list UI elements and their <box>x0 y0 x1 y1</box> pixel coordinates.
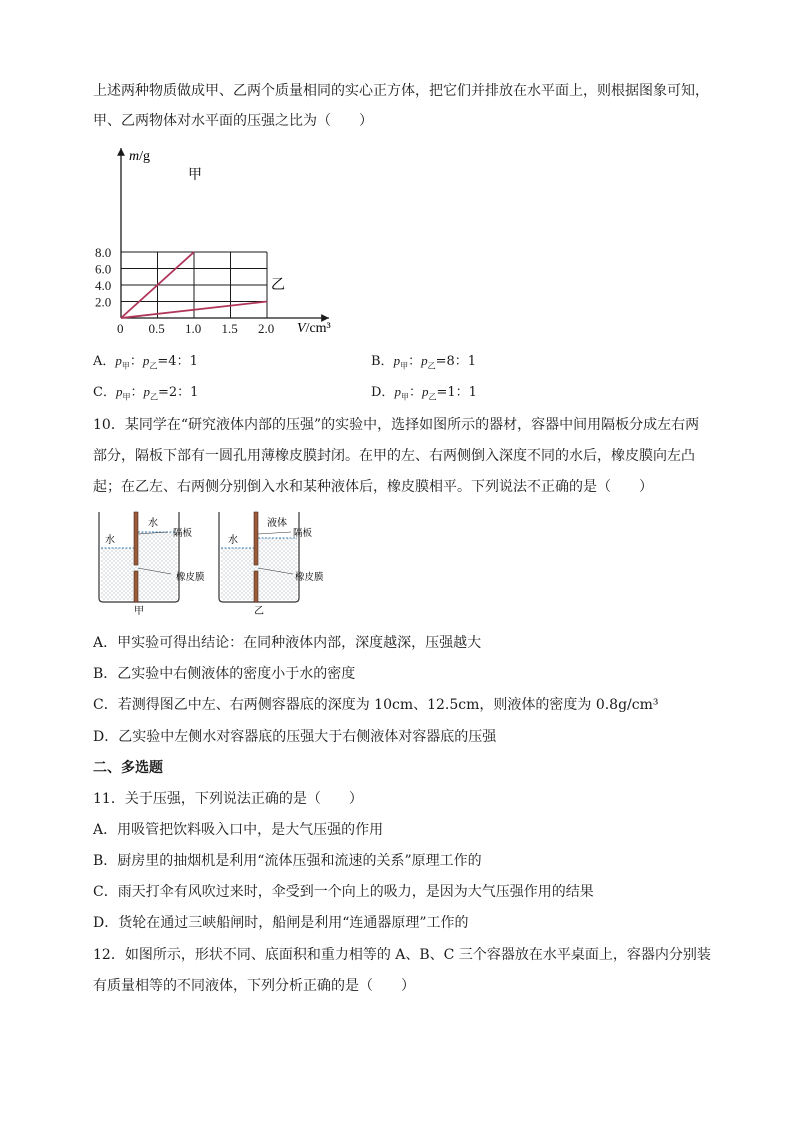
q12-stem-line-1: 12．如图所示，形状不同、底面积和重力相等的 A、B、C 三个容器放在水平桌面上，容器内分别装 <box>93 947 711 963</box>
x-tick-label: 2.0 <box>258 321 275 336</box>
y-axis-label: m/g <box>129 149 151 164</box>
q10-option-d[interactable]: D．乙实验中左侧水对容器底的压强大于右侧液体对容器底的压强 <box>93 729 497 745</box>
y-tick-label: 8.0 <box>95 245 112 260</box>
q10-option-c[interactable]: C．若测得图乙中左、右两侧容器底的深度为 10cm、12.5cm，则液体的密度为 0.8g/cm³ <box>93 697 659 713</box>
q10-option-b[interactable]: B．乙实验中右侧液体的密度小于水的密度 <box>93 666 356 682</box>
yi-caption: 乙 <box>254 606 264 616</box>
q11-option-d[interactable]: D．货轮在通过三峡船闸时，船闸是利用“连通器原理”工作的 <box>93 915 469 931</box>
x-tick-label: 1.5 <box>221 321 238 336</box>
jia-membrane-label: 橡皮膜 <box>176 573 205 583</box>
jia-divider-label: 隔板 <box>173 529 193 539</box>
jia-top-water-label: 水 <box>148 518 158 529</box>
x-tick-label: 1.0 <box>185 321 202 336</box>
container-yi <box>219 512 324 616</box>
q10-stem-line-2: 部分，隔板下部有一圆孔用薄橡皮膜封闭。在甲的左、右两侧倒入深度不同的水后，橡皮膜向左凸 <box>93 448 695 464</box>
q10-option-a[interactable]: A．甲实验可得出结论：在同种液体内部，深度越深，压强越大 <box>93 635 482 651</box>
section-heading-multiple-choice: 二、多选题 <box>93 760 163 776</box>
x-axis-label: V/cm³ <box>297 321 331 336</box>
x-tick-label: 0.5 <box>148 321 165 336</box>
q12-stem-line-2: 有质量相等的不同液体，下列分析正确的是（ ） <box>93 978 415 994</box>
series-label-jia: 甲 <box>188 168 202 183</box>
q9-option-d[interactable]: D．$p_甲$：$p_乙=1$：1 <box>371 384 477 402</box>
q11-option-a[interactable]: A．用吸管把饮料吸入口中，是大气压强的作用 <box>93 822 384 838</box>
series-label-yi: 乙 <box>271 278 285 293</box>
q11-option-c[interactable]: C．雨天打伞有风吹过来时，伞受到一个向上的吸力，是因为大气压强作用的结果 <box>93 884 594 900</box>
q9-stem-line-2: 甲、乙两物体对水平面的压强之比为（ ） <box>93 113 373 129</box>
q10-stem-line-3: 起；在乙左、右两侧分别倒入水和某种液体后，橡皮膜相平。下列说法不正确的是（ ） <box>93 479 653 495</box>
liquid-pressure-figure <box>93 508 343 616</box>
container-jia <box>99 512 205 616</box>
yi-side-water-label: 水 <box>228 535 238 546</box>
q9-option-a[interactable]: A．$p_甲$：$p_乙=4$：1 <box>93 353 198 371</box>
q9-stem-line-1: 上述两种物质做成甲、乙两个质量相同的实心正方体，把它们并排放在水平面上，则根据图象可知， <box>93 83 709 99</box>
y-tick-label: 6.0 <box>95 261 112 277</box>
mass-volume-chart <box>93 142 353 342</box>
q11-stem: 11．关于压强，下列说法正确的是（ ） <box>93 791 363 807</box>
q9-option-c[interactable]: C．$p_甲$：$p_乙=2$：1 <box>93 384 199 402</box>
jia-side-water-label: 水 <box>105 535 115 546</box>
x-tick-label: 0 <box>117 321 124 336</box>
yi-top-liquid-label: 液体 <box>267 518 287 529</box>
chart-grid <box>121 252 267 318</box>
q9-option-b[interactable]: B．$p_甲$：$p_乙=8$：1 <box>371 353 477 371</box>
y-tick-label: 4.0 <box>95 278 112 293</box>
yi-divider-label: 隔板 <box>293 529 313 539</box>
y-tick-label: 2.0 <box>95 294 112 310</box>
q10-stem-line-1: 10．某同学在“研究液体内部的压强”的实验中，选择如图所示的器材，容器中间用隔板分成左右两 <box>93 417 700 433</box>
q11-option-b[interactable]: B．厨房里的抽烟机是利用“流体压强和流速的关系”原理工作的 <box>93 853 482 869</box>
jia-caption: 甲 <box>134 606 144 616</box>
yi-membrane-label: 橡皮膜 <box>295 573 324 583</box>
